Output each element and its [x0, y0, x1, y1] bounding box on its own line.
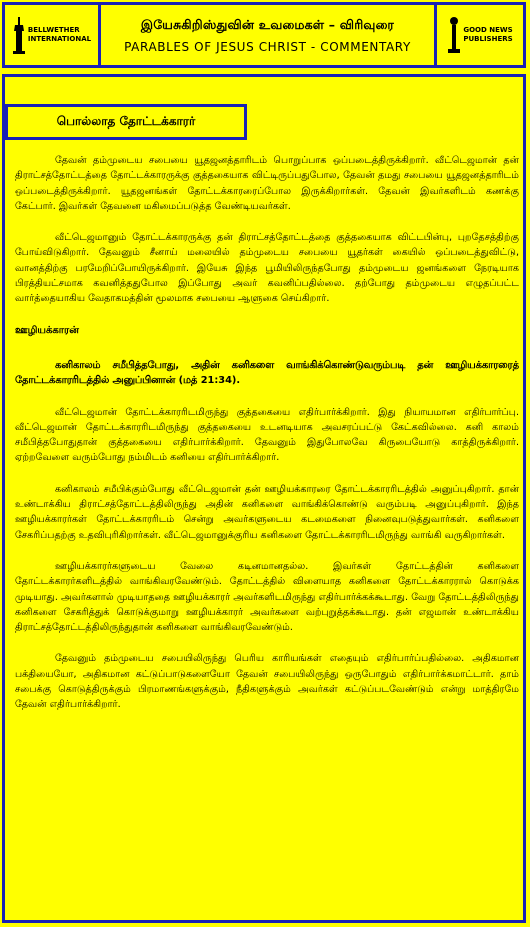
right-logo-line-2: PUBLISHERS — [463, 35, 513, 43]
title-english: PARABLES OF JESUS CHRIST - COMMENTARY — [124, 39, 411, 54]
paragraph: தேவனும் தம்முடைய சபையிலிருந்து பெரிய காரியங்கள் எதையும் எதிர்பார்ப்பதில்லை. அதிகமான பக்தியையோ, அதிகமான கட்டுப்பாடுகளையோ தேவன் சபையிலிருந்து ஒருபோதும் எதிர்பார்க்கமாட்டார். தாம் சபைக்கு கொடுத்திருக்கும் பிரமாணங்களுக்கும், நீதிகளுக்கும் அவர்கள் கட்டுப்படவேண்டும் என்று மாத்திரமே தேவன் எதிர்பார்க்கிறார். — [15, 653, 519, 711]
publisher-icon — [447, 15, 461, 55]
scripture-quote: கனிகாலம் சமீபித்தபோது, அதின் கனிகளை வாங்கிக்கொண்டுவரும்படி தன் ஊழியக்காரரைத் தோட்டக்காரரிடத்தில் அனுப்பினான் (மத் 21:34). — [15, 359, 519, 387]
section-heading: பொல்லாத தோட்டக்காரர் — [5, 104, 247, 140]
right-logo-line-1: GOOD NEWS — [463, 26, 513, 34]
subheading: ஊழியக்காரன் — [15, 324, 79, 336]
page-header — [2, 2, 526, 68]
article-body — [15, 153, 519, 729]
title-tamil: இயேசுகிறிஸ்துவின் உவமைகள் – விரிவுரை — [140, 16, 395, 32]
content-section — [2, 74, 526, 923]
tower-icon — [12, 15, 26, 55]
left-logo-line-2: INTERNATIONAL — [27, 35, 92, 43]
paragraph: வீட்டெஜமானும் தோட்டக்காரருக்கு தன் திராட்சத்தோட்டத்தை குத்தகையாக விட்டபின்பு, புறதேசத்திற்கு போய்விடுகிறார். தேவனும் சீனாய் மலையில் தம்முடைய சபையை யூதர்கள் கையில் ஒப்படைத்துவிட்டு, வானத்திற்கு பரமேறிப்போயிருக்கிறார். இயேசு இந்த பூமியிலிருந்தபோது தம்முடைய ஜனங்களை நேரடியாக பிரத்தியட்சமாக கவனித்ததுபோல இப்போது அவர் கவனிப்பதில்லை. தற்போது தம்முடைய எழுதப்பட்ட வார்த்தையாகிய வேதாகமத்தின் மூலமாக சபையை ஆளுகை செய்கிறார். — [15, 232, 519, 305]
left-logo-line-1: BELLWETHER — [27, 26, 80, 34]
paragraph: ஊழியக்காரர்களுடைய வேலை கடினமானதல்ல. இவர்கள் தோட்டத்தின் கனிகளை தோட்டக்காரர்களிடத்தில் வாங்கிவரவேண்டும். தோட்டத்தில் விளையாத கனிகளை தோட்டக்காரரால் கொடுக்க முடியாது. அவர்களால் முடியாததை ஊழியக்காரர் அவர்களிடமிருந்து எதிர்பார்க்கக்கூடாது. வேறு தோட்டத்திலிருந்து கனிகளை சேகரித்துக் கொடுக்குமாறு ஊழியக்காரர் அவர்களை வற்புறுத்தக்கூடாது. தன் எஜமான் உண்டாக்கிய திராட்சத்தோட்டத்திலிருந்துதான் கனிகளை வாங்கிவரவேண்டும். — [15, 560, 519, 634]
paragraph: தேவன் தம்முடைய சபையை யூதஜனத்தாரிடம் பொறுப்பாக ஒப்படைத்திருக்கிறார். வீட்டெஜமான் தன் திராட்சத்தோட்டத்தை தோட்டக்காரருக்கு குத்தகையாக விட்டிருப்பதுபோல, தேவன் தமது சபையை யூதஜனத்தாரிடம் ஒப்படைத்திருக்கிறார். யூதஜனங்கள் தோட்டக்காரரைப்போல இருக்கிறார்கள். தேவன் இவர்களிடம் கணக்கு கேட்பார். இவர்கள் தேவனை மகிமைப்படுத்த வேண்டியவர்கள். — [15, 155, 519, 212]
paragraph: கனிகாலம் சமீபிக்கும்போது வீட்டெஜமான் தன் ஊழியக்காரரை தோட்டக்காரரிடத்தில் அனுப்புகிறார். தான் உண்டாக்கிய திராட்சத்தோட்டத்திலிருந்து அதின் கனிகளை வாங்கிக்கொண்டு வரும்படி அனுப்புகிறார். இந்த ஊழியக்காரர்கள் தோட்டக்காரரிடம் சென்று அவர்களுடைய கடமைகளை நினைவுபடுத்துவார்கள். கனிகளை சேகரிப்பதற்கு உதவிபுரிகிறார்கள். வீட்டெஜமானுக்குரிய கனிகளை தோட்டக்காரரிடமிருந்து வாங்கி வருகிறார்கள். — [15, 483, 519, 541]
header-title — [101, 5, 437, 65]
paragraph: வீட்டெஜமான் தோட்டக்காரரிடமிருந்து குத்தகையை எதிர்பார்க்கிறார். இது நியாயமான எதிர்பார்ப்பு. வீட்டெஜமான் தோட்டக்காரரிடமிருந்து குத்தகையை உடனடியாக அவசரப்பட்டு கேட்கவில்லை. கனி காலம் சமீபித்தபோதுதான் குத்தகையை எதிர்பார்க்கிறார். தேவனும் இதுபோலவே கிருபையோடு காத்திருக்கிறார். ஏற்றவேளை வரும்போது நம்மிடம் கனியை எதிர்பார்க்கிறார். — [15, 406, 519, 464]
good-news-logo — [437, 5, 523, 65]
bellwether-logo — [5, 5, 101, 65]
